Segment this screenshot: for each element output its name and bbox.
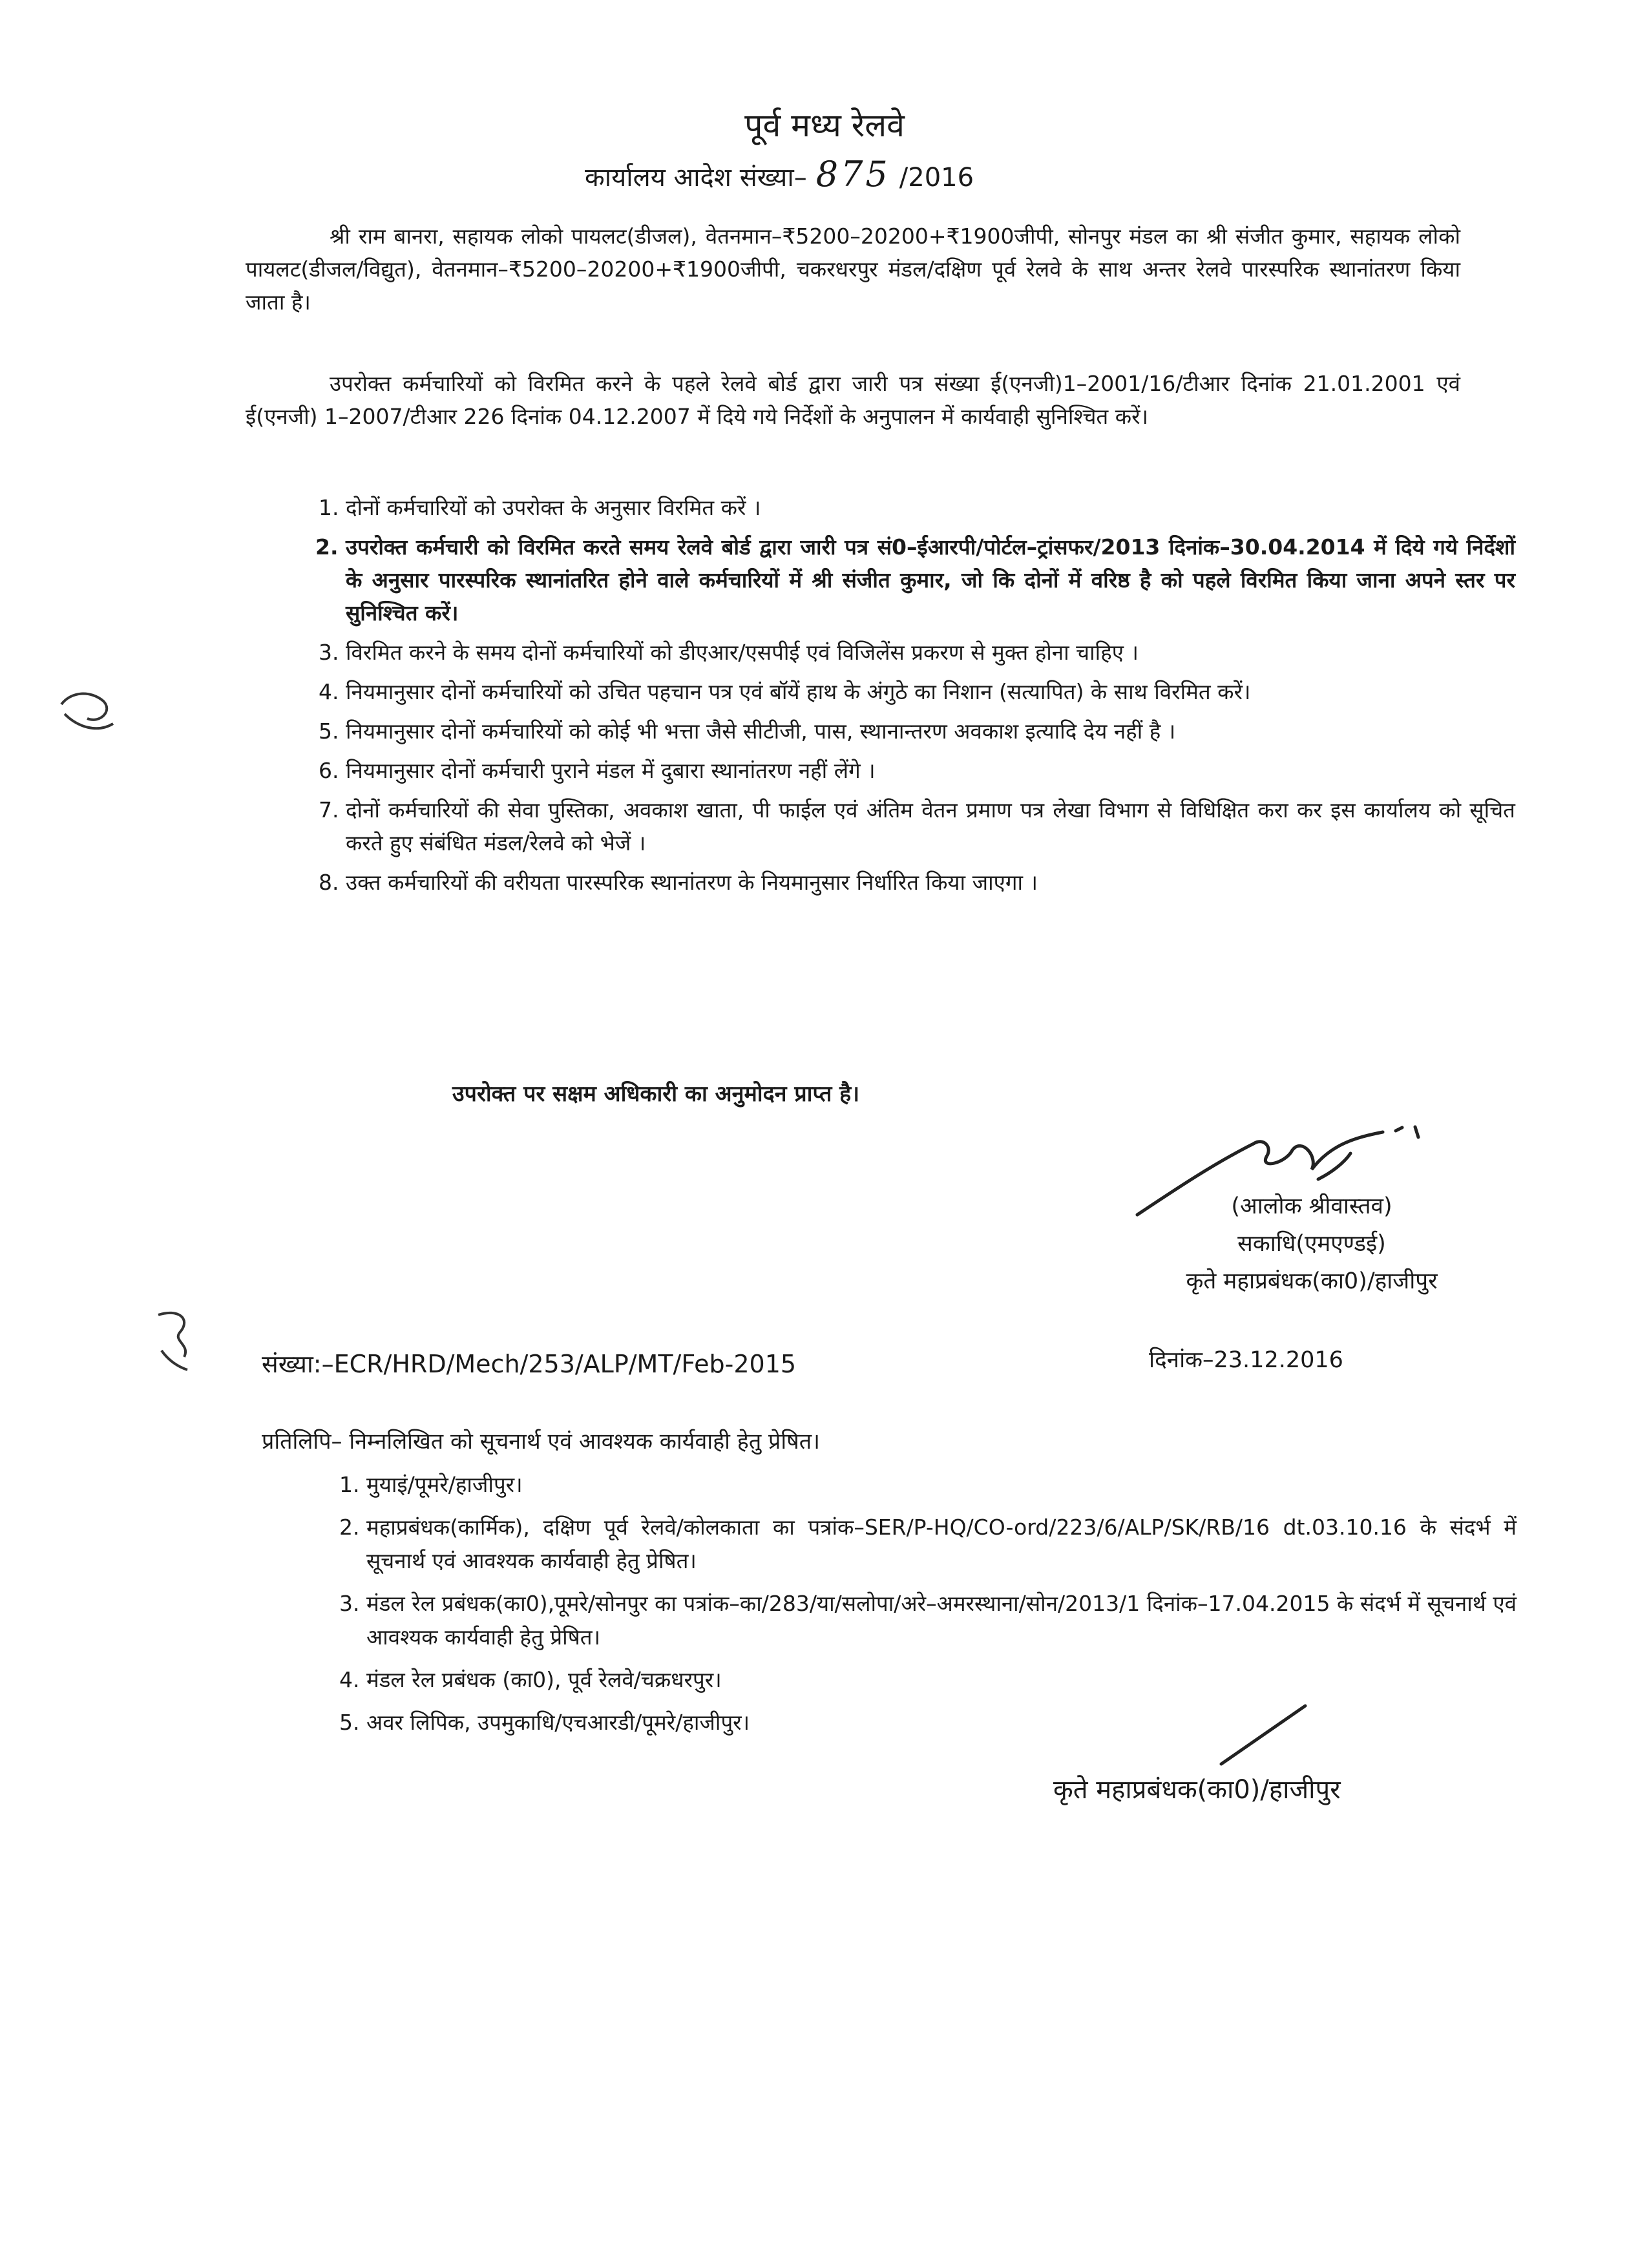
reference-number: संख्या:–ECR/HRD/Mech/253/ALP/MT/Feb-2015 bbox=[262, 1350, 797, 1378]
list-item: 2. उपरोक्त कर्मचारी को विरमित करते समय रेलवे बोर्ड द्वारा जारी पत्र सं0–ईआरपी/पोर्टल–ट्रांसफर/2013 दिनांक–30.04.2014 में दिये गये निर्देशों के अनुसार पारस्परिक स्थानांतरित होने वाले कर्मचारियों में श्री संजीत कुमार, जो कि दोनों में वरिष्ठ है को पहले विरमित किया जाना अपने स्तर पर सुनिश्चित करें। bbox=[346, 530, 1515, 629]
signatory-for: कृते महाप्रबंधक(का0)/हाजीपुर bbox=[1186, 1268, 1438, 1294]
signatory-name: (आलोक श्रीवास्तव) bbox=[1231, 1193, 1392, 1219]
order-prefix: कार्यालय आदेश संख्या– bbox=[585, 163, 807, 193]
copy-to-heading: प्रतिलिपि– निम्नलिखित को सूचनार्थ एवं आवश्यक कार्यवाही हेतु प्रेषित। bbox=[262, 1429, 821, 1454]
list-item: 2. महाप्रबंधक(कार्मिक), दक्षिण पूर्व रेलवे/कोलकाता का पत्रांक–SER/P-HQ/CO-ord/223/6/ALP/SK/RB/16 dt.03.10.16 के संदर्भ में सूचनार्थ एवं आवश्यक कार्यवाही हेतु प्रेषित। bbox=[366, 1511, 1517, 1578]
office-order-number bbox=[585, 154, 974, 194]
list-item: 1. मुयाइं/पूमरे/हाजीपुर। bbox=[366, 1468, 1517, 1502]
list-item: 5. अवर लिपिक, उपमुकाधि/एचआरडी/पूमरे/हाजीपुर। bbox=[366, 1706, 1517, 1739]
list-item: 4. मंडल रेल प्रबंधक (का0), पूर्व रेलवे/चक्रधरपुर। bbox=[366, 1663, 1517, 1697]
handwritten-order-number: 875 bbox=[815, 154, 890, 194]
list-item: 5. नियमानुसार दोनों कर्मचारियों को कोई भी भत्ता जैसे सीटीजी, पास, स्थानान्तरण अवकाश इत्यादि देय नहीं है । bbox=[346, 715, 1515, 748]
list-item: 8. उक्त कर्मचारियों की वरीयता पारस्परिक स्थानांतरण के नियमानुसार निर्धारित किया जाएगा । bbox=[346, 866, 1515, 899]
intro-paragraph-1: श्री राम बानरा, सहायक लोको पायलट(डीजल), वेतनमान–₹5200–20200+₹1900जीपी, सोनपुर मंडल का श्री संजीत कुमार, सहायक लोको पायलट(डीजल/विद्युत), वेतनमान–₹5200–20200+₹1900जीपी, चकरधरपुर मंडल/दक्षिण पूर्व रेलवे के साथ अन्तर रेलवे पारस्परिक स्थानांतरण किया जाता है। bbox=[246, 224, 1460, 315]
margin-mark-image bbox=[52, 678, 123, 743]
copy-to-list bbox=[326, 1468, 1517, 1748]
reference-date: दिनांक–23.12.2016 bbox=[1149, 1347, 1343, 1373]
final-signature-line: कृते महाप्रबंधक(का0)/हाजीपुर bbox=[1053, 1775, 1341, 1805]
margin-mark-image bbox=[145, 1305, 204, 1376]
intro-paragraph-2: उपरोक्त कर्मचारियों को विरमित करने के पहले रेलवे बोर्ड द्वारा जारी पत्र संख्या ई(एनजी)1–2001/16/टीआर दिनांक 21.01.2001 एवं ई(एनजी) 1–2007/टीआर 226 दिनांक 04.12.2007 में दिये गये निर्देशों के अनुपालन में कार्यवाही सुनिश्चित करें। bbox=[246, 371, 1460, 429]
list-item: 1. दोनों कर्मचारियों को उपरोक्त के अनुसार विरमित करें । bbox=[346, 491, 1515, 524]
organization-title: पूर्व मध्य रेलवे bbox=[744, 107, 905, 144]
signatory-block bbox=[1086, 1188, 1538, 1300]
list-item: 7. दोनों कर्मचारियों की सेवा पुस्तिका, अवकाश खाता, पी फाईल एवं अंतिम वेतन प्रमाण पत्र लेखा विभाग से विधिक्षित करा कर इस कार्यालय को सूचित करते हुए संबंधित मंडल/रेलवे को भेजें । bbox=[346, 793, 1515, 859]
list-item: 3. विरमित करने के समय दोनों कर्मचारियों को डीएआर/एसपीई एवं विजिलेंस प्रकरण से मुक्त होना चाहिए । bbox=[346, 636, 1515, 669]
list-item: 4. नियमानुसार दोनों कर्मचारियों को उचित पहचान पत्र एवं बॉयें हाथ के अंगुठे का निशान (सत्यापित) के साथ विरमित करें। bbox=[346, 675, 1515, 708]
signatory-designation: सकाधि(एमएण्डई) bbox=[1237, 1231, 1386, 1257]
list-item: 3. मंडल रेल प्रबंधक(का0),पूमरे/सोनपुर का पत्रांक–का/283/या/सलोपा/अरे–अमरस्थाना/सोन/2013/1 दिनांक–17.04.2015 के संदर्भ में सूचनार्थ एवं आवश्यक कार्यवाही हेतु प्रेषित। bbox=[366, 1587, 1517, 1654]
initial-stroke-image bbox=[1215, 1699, 1312, 1770]
list-item: 6. नियमानुसार दोनों कर्मचारी पुराने मंडल में दुबारा स्थानांतरण नहीं लेंगे । bbox=[346, 754, 1515, 787]
approval-note: उपरोक्त पर सक्षम अधिकारी का अनुमोदन प्राप्त है। bbox=[452, 1081, 860, 1107]
order-year: /2016 bbox=[899, 163, 974, 193]
instruction-list bbox=[294, 491, 1515, 905]
